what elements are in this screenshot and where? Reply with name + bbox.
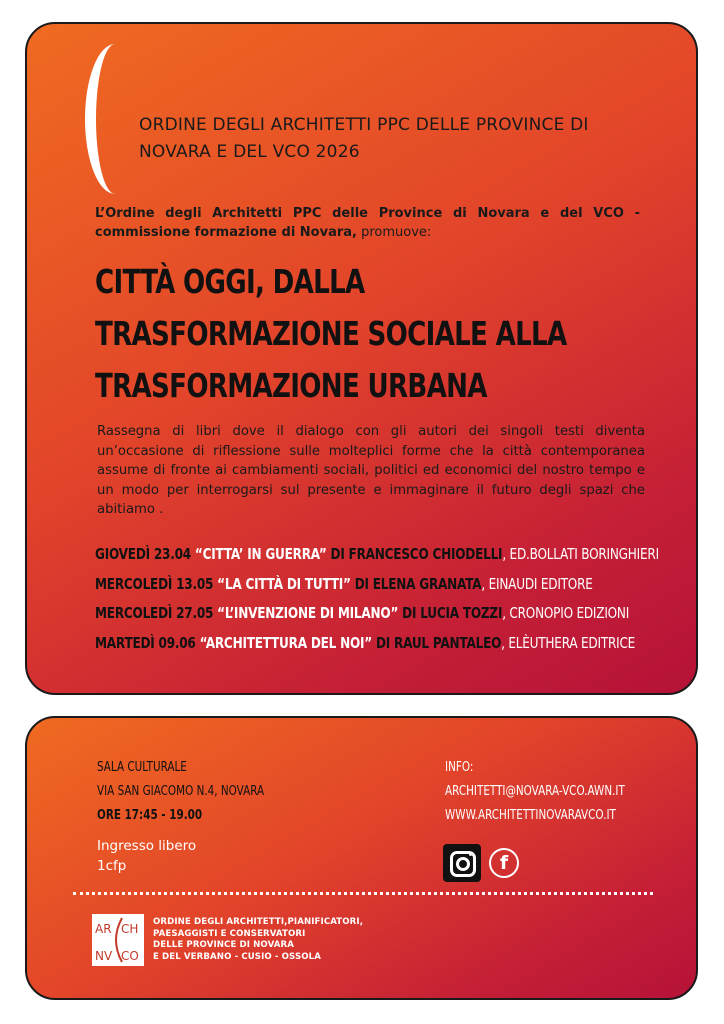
logo-line: ORDINE DEGLI ARCHITETTI,PIANIFICATORI, [153, 917, 364, 927]
venue-address: VIA SAN GIACOMO N.4, NOVARA [97, 784, 265, 799]
logo-line: PAESAGGISTI E CONSERVATORI [153, 928, 306, 939]
logo-letters-ar: AR [95, 922, 112, 936]
credits-label: 1cfp [97, 858, 127, 874]
venue-block [97, 756, 377, 828]
intro-rest: promuove: [356, 225, 432, 240]
event-item [95, 540, 659, 570]
event-author: ELENA GRANATA [372, 574, 482, 593]
event-card [25, 22, 698, 695]
logo-mark [92, 914, 144, 966]
org-logo [92, 914, 144, 966]
logo-letters-nv: NV [95, 949, 113, 963]
event-title: “LA CITTÀ DI TUTTI” [217, 574, 351, 593]
event-title: “ARCHITETTURA DEL NOI” [199, 633, 372, 652]
event-item [95, 629, 636, 659]
info-card [25, 716, 698, 1000]
event-list [95, 540, 695, 658]
venue-hours: ORE 17:45 - 19.00 [97, 808, 203, 823]
entry-label: Ingresso libero [97, 838, 197, 854]
event-author: RAUL PANTALEO [394, 633, 502, 652]
event-date: MERCOLEDÌ 27.05 [95, 604, 218, 622]
venue-name: SALA CULTURALE [97, 760, 187, 775]
instagram-icon[interactable] [443, 844, 481, 882]
info-label: INFO: [445, 760, 474, 775]
email-link[interactable]: ARCHITETTI@NOVARA-VCO.AWN.IT [445, 784, 625, 799]
bracket-decoration [85, 44, 145, 194]
logo-text [153, 917, 453, 963]
org-header: ORDINE DEGLI ARCHITETTI PPC DELLE PROVINCE DI NOVARA E DEL VCO 2026 [139, 115, 589, 162]
facebook-icon[interactable]: f [489, 848, 519, 878]
event-author: LUCIA TOZZI [420, 604, 503, 622]
event-date: MARTEDÌ 09.06 [95, 633, 200, 652]
event-publisher: , ELÈUTHERA EDITRICE [501, 633, 636, 652]
event-date: MERCOLEDÌ 13.05 [95, 574, 218, 593]
event-publisher: , CRONOPIO EDIZIONI [502, 604, 630, 622]
event-sep: DI [371, 633, 395, 652]
event-date: GIOVEDÌ 23.04 [95, 545, 195, 563]
website-link[interactable]: WWW.ARCHITETTINOVARAVCO.IT [445, 808, 616, 823]
event-publisher: , EINAUDI EDITORE [481, 574, 593, 593]
event-author: FRANCESCO CHIODELLI [348, 545, 503, 563]
event-title: “CITTA’ IN GUERRA” [194, 545, 327, 563]
event-item [95, 599, 630, 629]
event-sep: DI [350, 574, 373, 593]
event-sep: DI [326, 545, 349, 563]
logo-letters-ch: CH [121, 922, 139, 936]
entry-info [97, 836, 196, 876]
page-title: CITTÀ OGGI, DALLA TRASFORMAZIONE SOCIALE ALLA TRASFORMAZIONE URBANA [95, 262, 567, 405]
event-item [95, 570, 593, 600]
description: Rassegna di libri dove il dialogo con gli autori dei singoli testi diventa un’occasione di riflessione sulle molteplici forme che la città contemporanea assume di fronte ai cambiamenti sociali, politici ed economici del nostro tempo e un modo per interrogarsi sul presente e immaginare il futuro degli spazi che abitiamo . [97, 424, 645, 517]
event-publisher: , ED.BOLLATI BORINGHIERI [502, 545, 659, 563]
intro-text [95, 204, 640, 242]
info-block [445, 756, 695, 828]
logo-letters-co: CO [121, 949, 139, 963]
social-links [443, 844, 519, 882]
logo-line: DELLE PROVINCE DI NOVARA [153, 940, 294, 950]
event-sep: DI [398, 604, 421, 622]
dotted-divider [73, 892, 653, 895]
intro-bold: L’Ordine degli Architetti PPC delle Province di Novara e del VCO - commissione formazione di Novara, [95, 206, 640, 240]
logo-line: E DEL VERBANO - CUSIO - OSSOLA [153, 951, 321, 962]
event-title: “L’INVENZIONE DI MILANO” [217, 604, 399, 622]
